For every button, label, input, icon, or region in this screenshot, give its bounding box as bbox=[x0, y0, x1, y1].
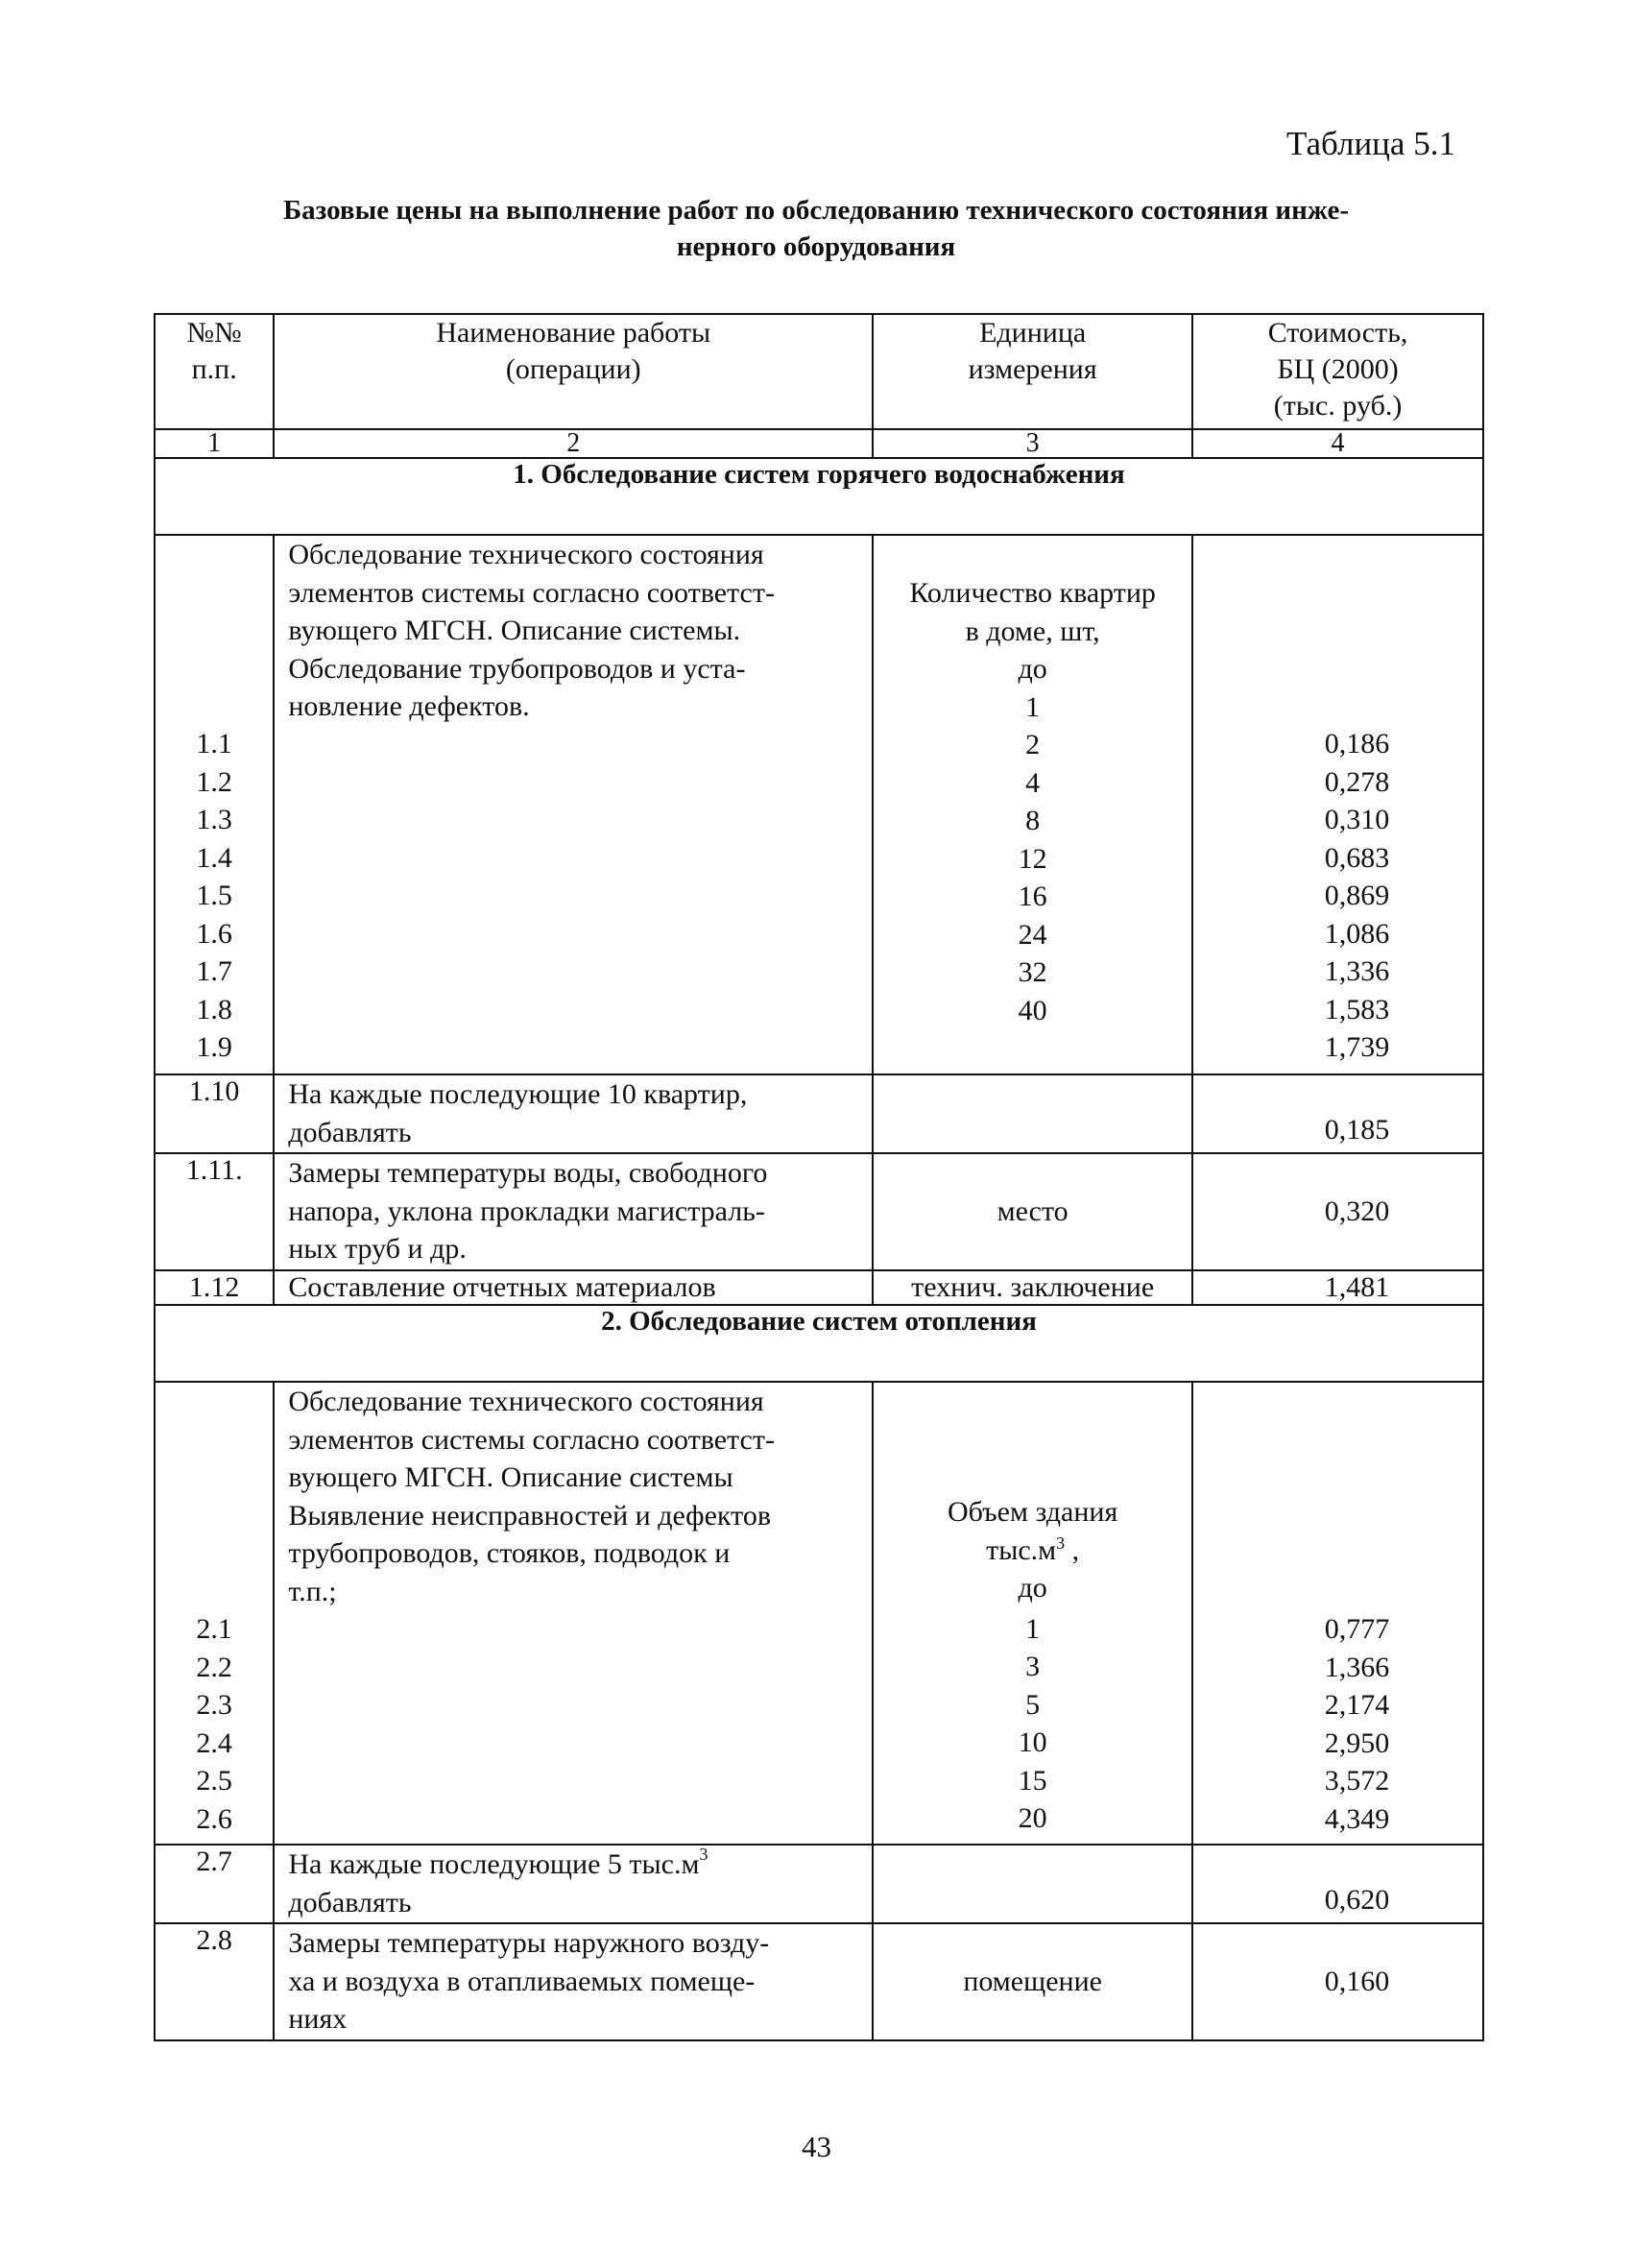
header-cost-l2: БЦ (2000) bbox=[1277, 353, 1399, 385]
unit-superscript: 3 bbox=[1056, 1532, 1066, 1553]
row-number: 2.1 bbox=[196, 1613, 232, 1645]
cost-value: 1,739 bbox=[1324, 1031, 1390, 1063]
section-2-units bbox=[873, 1382, 1192, 1845]
section-2-numbers bbox=[155, 1382, 274, 1845]
row-number: 1.9 bbox=[196, 1031, 232, 1063]
description-line: элементов системы согласно соответст- bbox=[288, 576, 775, 609]
section-1-block bbox=[155, 535, 1483, 1074]
table-header-row bbox=[155, 314, 1483, 429]
unit-line bbox=[874, 1534, 1191, 1573]
unit-line: Объем здания bbox=[947, 1496, 1118, 1528]
price-table bbox=[154, 313, 1484, 2041]
header-cost-l3: (тыс. руб.) bbox=[1273, 390, 1403, 422]
row-number: 2.3 bbox=[196, 1689, 232, 1721]
section-2-quantity-list bbox=[874, 1610, 1191, 1838]
description-line: ных труб и др. bbox=[288, 1233, 467, 1265]
section-1-description-lines bbox=[288, 536, 862, 726]
section-2-description-lines bbox=[288, 1383, 862, 1610]
cost-value: 4,349 bbox=[1324, 1802, 1390, 1835]
quantity-value: 15 bbox=[1018, 1764, 1047, 1797]
section-1-heading-row bbox=[155, 458, 1483, 535]
row-number: 2.6 bbox=[196, 1802, 232, 1835]
section-2-title: 2. Обследование систем отопления bbox=[155, 1305, 1483, 1382]
title-line-1: Базовые цены на выполнение работ по обследованию технического состояния инже- bbox=[282, 195, 1350, 226]
row-number: 1.11. bbox=[155, 1153, 274, 1270]
header-unit bbox=[873, 314, 1192, 429]
description-line: Выявление неисправностей и дефектов bbox=[288, 1499, 771, 1532]
cost-value: 0,185 bbox=[1324, 1114, 1390, 1146]
description-line: ха и воздуха в отапливаемых помеще- bbox=[288, 1965, 756, 1997]
row-number: 2.5 bbox=[196, 1765, 232, 1797]
row-description bbox=[274, 1845, 873, 1923]
description-line: напора, уклона прокладки магистраль- bbox=[288, 1194, 765, 1227]
section-2-cost-list bbox=[1232, 1610, 1482, 1838]
cost-value: 0,683 bbox=[1324, 841, 1390, 874]
row-description bbox=[274, 1153, 873, 1270]
cost-value: 0,186 bbox=[1324, 728, 1390, 760]
row-cost: 0,160 bbox=[1192, 1923, 1483, 2040]
section-1-unit-lines bbox=[874, 574, 1191, 1029]
quantity-value: 12 bbox=[1018, 842, 1047, 875]
quantity-value: 4 bbox=[1025, 766, 1041, 799]
quantity-value: 32 bbox=[1018, 956, 1047, 988]
row-number: 1.5 bbox=[196, 880, 232, 911]
page-number: 43 bbox=[802, 2130, 831, 2163]
section-1-numbers bbox=[155, 535, 274, 1074]
section-1-title: 1. Обследование систем горячего водоснабжения bbox=[155, 458, 1483, 535]
description-text: На каждые последующие 5 тыс.м bbox=[288, 1848, 700, 1880]
column-numbers-row bbox=[155, 429, 1483, 458]
row-cost bbox=[1192, 1074, 1483, 1153]
section-2-block bbox=[155, 1382, 1483, 1845]
header-work-name bbox=[274, 314, 873, 429]
table-row-1-10 bbox=[155, 1074, 1483, 1153]
unit-text: , bbox=[1065, 1533, 1080, 1566]
section-1-units bbox=[873, 535, 1192, 1074]
header-number-l2: п.п. bbox=[191, 353, 237, 385]
quantity-value: 8 bbox=[1025, 805, 1041, 836]
unit-superscript: 3 bbox=[699, 1845, 708, 1864]
title-line-2: нерного оборудования bbox=[676, 231, 956, 262]
column-number: 1 bbox=[155, 429, 274, 458]
row-number: 1.10 bbox=[155, 1074, 274, 1153]
quantity-value: 24 bbox=[1018, 918, 1047, 951]
row-number: 2.7 bbox=[155, 1845, 274, 1923]
section-1-number-list bbox=[156, 725, 273, 1067]
cost-value: 0,869 bbox=[1324, 880, 1390, 911]
description-line: Обследование трубопроводов и уста- bbox=[288, 652, 746, 685]
quantity-value: 5 bbox=[1025, 1688, 1041, 1721]
cost-value: 0,278 bbox=[1324, 765, 1390, 798]
header-cost bbox=[1192, 314, 1483, 429]
cost-value: 1,583 bbox=[1324, 993, 1390, 1025]
quantity-value: 10 bbox=[1018, 1726, 1047, 1758]
cost-value: 3,572 bbox=[1324, 1765, 1390, 1797]
description-line: добавлять bbox=[288, 1116, 412, 1148]
row-number: 1.1 bbox=[196, 728, 232, 760]
section-2-number-list bbox=[156, 1610, 273, 1838]
row-cost bbox=[1192, 1845, 1483, 1923]
row-cost: 1,481 bbox=[1192, 1270, 1483, 1305]
column-number: 4 bbox=[1192, 429, 1483, 458]
row-description: Составление отчетных материалов bbox=[274, 1270, 873, 1305]
table-row-2-8 bbox=[155, 1923, 1483, 2040]
quantity-value: 20 bbox=[1018, 1802, 1047, 1834]
description-line: вующего МГСН. Описание системы. bbox=[288, 615, 741, 646]
description-line: На каждые последующие 10 квартир, bbox=[288, 1078, 748, 1110]
row-number: 2.8 bbox=[155, 1923, 274, 2040]
row-number: 1.8 bbox=[196, 993, 232, 1025]
cost-value: 0,620 bbox=[1324, 1884, 1390, 1916]
row-number: 1.4 bbox=[196, 841, 232, 874]
column-number: 2 bbox=[274, 429, 873, 458]
cost-value: 1,366 bbox=[1324, 1651, 1390, 1683]
column-number: 3 bbox=[873, 429, 1192, 458]
row-cost: 0,320 bbox=[1192, 1153, 1483, 1270]
section-1-costs bbox=[1192, 535, 1483, 1074]
cost-value: 0,777 bbox=[1324, 1613, 1390, 1645]
header-unit-l2: измерения bbox=[968, 353, 1097, 385]
description-line: Обследование технического состояния bbox=[288, 539, 764, 570]
description-line bbox=[288, 1846, 862, 1884]
section-2-description bbox=[274, 1382, 873, 1845]
header-number-l1: №№ bbox=[186, 317, 242, 349]
quantity-value: 2 bbox=[1025, 729, 1041, 760]
section-1-cost-list bbox=[1232, 725, 1482, 1067]
description-line: добавлять bbox=[288, 1886, 412, 1918]
description-line: вующего МГСН. Описание системы bbox=[288, 1461, 733, 1493]
unit-text: тыс.м bbox=[986, 1533, 1057, 1566]
header-unit-l1: Единица bbox=[979, 317, 1087, 349]
description-line: новление дефектов. bbox=[288, 690, 530, 722]
description-line: элементов системы согласно соответст- bbox=[288, 1423, 775, 1456]
row-unit bbox=[873, 1074, 1192, 1153]
quantity-value: 16 bbox=[1018, 881, 1047, 912]
header-work-l1: Наименование работы bbox=[436, 317, 711, 349]
cost-value: 1,336 bbox=[1324, 955, 1390, 987]
row-number: 2.2 bbox=[196, 1651, 232, 1683]
section-2-heading-row bbox=[155, 1305, 1483, 1382]
row-number: 2.4 bbox=[196, 1726, 232, 1759]
row-unit: место bbox=[873, 1153, 1192, 1270]
table-row-2-7 bbox=[155, 1845, 1483, 1923]
row-number: 1.6 bbox=[196, 917, 232, 950]
description-line: Замеры температуры наружного возду- bbox=[288, 1927, 770, 1959]
description-line: Замеры температуры воды, свободного bbox=[288, 1157, 768, 1189]
description-line: ниях bbox=[288, 2003, 348, 2035]
table-label: Таблица 5.1 bbox=[1286, 125, 1455, 162]
table-row-1-11 bbox=[155, 1153, 1483, 1270]
row-unit: технич. заключение bbox=[873, 1270, 1192, 1305]
section-2-costs bbox=[1192, 1382, 1483, 1845]
header-number bbox=[155, 314, 274, 429]
row-number: 1.2 bbox=[196, 765, 232, 798]
row-unit: помещение bbox=[873, 1923, 1192, 2040]
row-description bbox=[274, 1923, 873, 2040]
row-number: 1.7 bbox=[196, 955, 232, 987]
row-description bbox=[274, 1074, 873, 1153]
row-number: 1.12 bbox=[155, 1270, 274, 1305]
quantity-value: 1 bbox=[1025, 1612, 1041, 1645]
row-number: 1.3 bbox=[196, 804, 232, 835]
table-title bbox=[144, 192, 1488, 265]
section-1-description bbox=[274, 535, 873, 1074]
cost-value: 2,174 bbox=[1324, 1689, 1390, 1721]
cost-value: 0,310 bbox=[1324, 804, 1390, 835]
quantity-value: 40 bbox=[1018, 994, 1047, 1026]
header-work-l2: (операции) bbox=[505, 353, 641, 385]
row-unit bbox=[873, 1845, 1192, 1923]
description-line: трубопроводов, стояков, подводок и bbox=[288, 1537, 731, 1569]
unit-line: до bbox=[1018, 1572, 1047, 1604]
unit-line: до bbox=[1018, 653, 1047, 685]
unit-line: в доме, шт, bbox=[965, 615, 1100, 647]
quantity-value: 1 bbox=[1025, 690, 1041, 723]
description-line: Обследование технического состояния bbox=[288, 1386, 764, 1417]
table-row-1-12 bbox=[155, 1270, 1483, 1305]
unit-line: Количество квартир bbox=[909, 577, 1156, 609]
cost-value: 1,086 bbox=[1324, 917, 1390, 950]
header-cost-l1: Стоимость, bbox=[1267, 317, 1408, 349]
quantity-value: 3 bbox=[1025, 1651, 1041, 1682]
cost-value: 2,950 bbox=[1324, 1726, 1390, 1759]
description-line: т.п.; bbox=[288, 1575, 337, 1607]
